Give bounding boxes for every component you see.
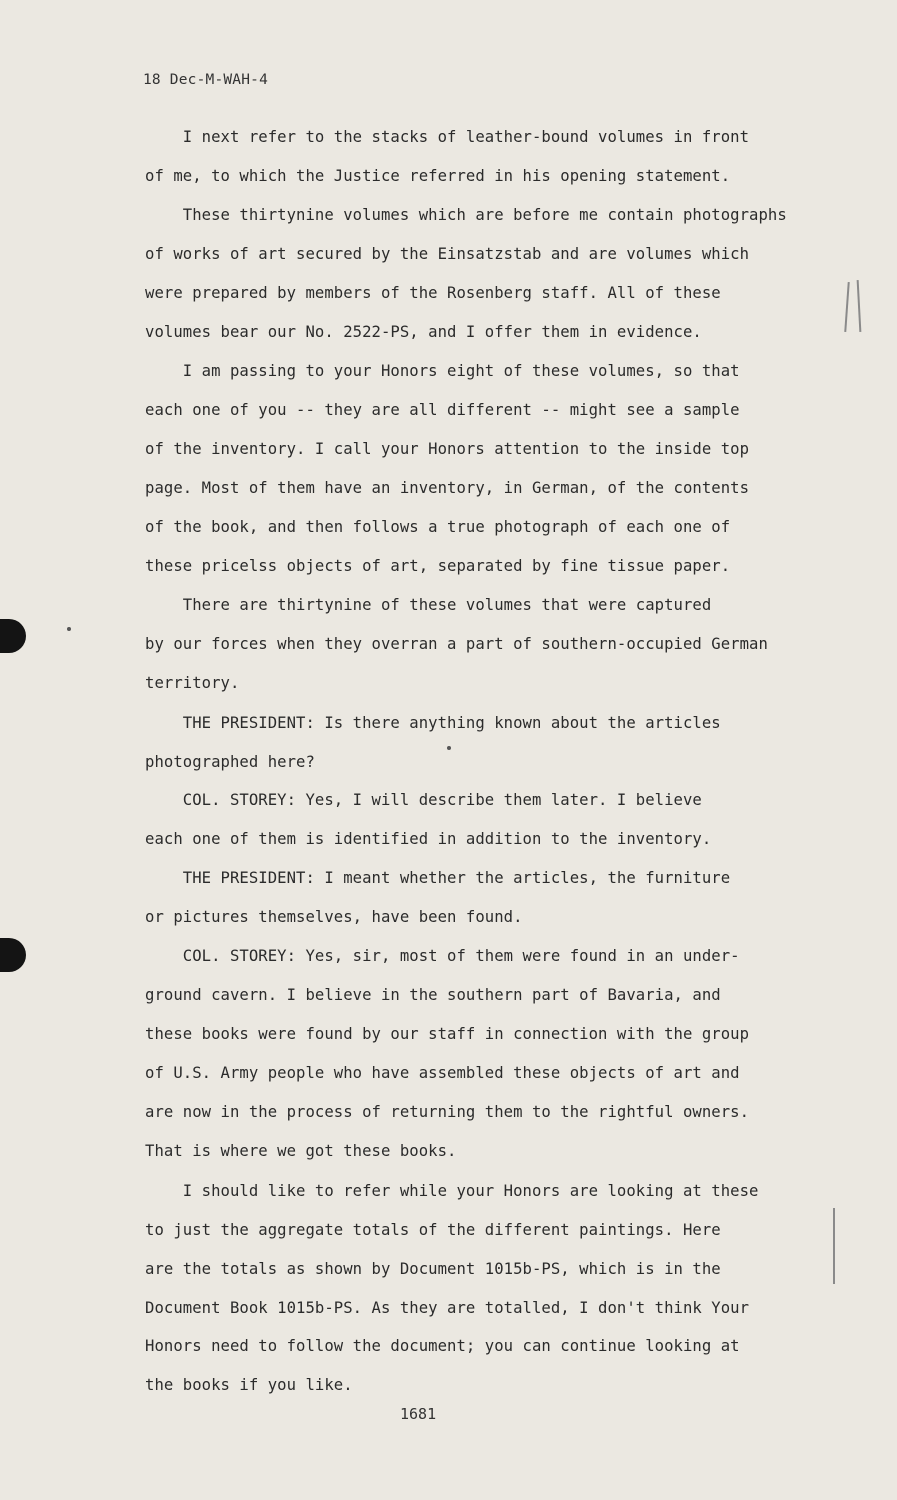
- text-line: the books if you like.: [145, 1376, 353, 1394]
- text-line: of U.S. Army people who have assembled these objects of art and: [145, 1064, 740, 1082]
- punch-hole: [0, 938, 26, 972]
- text-line: of the book, and then follows a true photograph of each one of: [145, 518, 731, 536]
- text-line: these pricelss objects of art, separated by fine tissue paper.: [145, 557, 731, 575]
- text-line: That is where we got these books.: [145, 1142, 457, 1160]
- text-line: THE PRESIDENT: Is there anything known about the articles: [145, 714, 721, 732]
- text-line: are the totals as shown by Document 1015b-PS, which is in the: [145, 1260, 721, 1278]
- text-line: were prepared by members of the Rosenberg staff. All of these: [145, 284, 721, 302]
- text-line: each one of them is identified in addition to the inventory.: [145, 830, 712, 848]
- text-line: photographed here?: [145, 753, 315, 771]
- text-line: COL. STOREY: Yes, I will describe them later. I believe: [145, 791, 702, 809]
- text-line: or pictures themselves, have been found.: [145, 908, 523, 926]
- text-line: are now in the process of returning them to the rightful owners.: [145, 1103, 750, 1121]
- text-line: page. Most of them have an inventory, in German, of the contents: [145, 479, 750, 497]
- text-line: each one of you -- they are all different -- might see a sample: [145, 401, 740, 419]
- text-line: volumes bear our No. 2522-PS, and I offer them in evidence.: [145, 323, 702, 341]
- text-line: THE PRESIDENT: I meant whether the articles, the furniture: [145, 869, 731, 887]
- text-line: ground cavern. I believe in the southern part of Bavaria, and: [145, 986, 721, 1004]
- margin-mark: [857, 280, 861, 332]
- text-line: Document Book 1015b-PS. As they are totalled, I don't think Your: [145, 1299, 750, 1317]
- text-line: Honors need to follow the document; you can continue looking at: [145, 1337, 740, 1355]
- text-line: There are thirtynine of these volumes that were captured: [145, 596, 712, 614]
- text-line: I am passing to your Honors eight of these volumes, so that: [145, 362, 740, 380]
- text-line: to just the aggregate totals of the different paintings. Here: [145, 1221, 721, 1239]
- text-line: of me, to which the Justice referred in his opening statement.: [145, 167, 731, 185]
- text-line: by our forces when they overran a part of southern-occupied German: [145, 635, 768, 653]
- text-line: These thirtynine volumes which are before me contain photographs: [145, 206, 787, 224]
- margin-mark: [844, 282, 849, 332]
- text-line: COL. STOREY: Yes, sir, most of them were found in an under-: [145, 947, 740, 965]
- text-line: I next refer to the stacks of leather-bound volumes in front: [145, 128, 750, 146]
- punch-hole: [0, 619, 26, 653]
- margin-mark: [833, 1208, 835, 1284]
- text-line: of the inventory. I call your Honors attention to the inside top: [145, 440, 750, 458]
- page-header: 18 Dec-M-WAH-4: [143, 72, 269, 88]
- page-number: 1681: [400, 1405, 437, 1423]
- ink-speck: [67, 627, 71, 631]
- text-line: these books were found by our staff in connection with the group: [145, 1025, 750, 1043]
- text-line: I should like to refer while your Honors are looking at these: [145, 1182, 759, 1200]
- text-line: territory.: [145, 674, 240, 692]
- text-line: of works of art secured by the Einsatzstab and are volumes which: [145, 245, 750, 263]
- ink-speck: [447, 746, 451, 750]
